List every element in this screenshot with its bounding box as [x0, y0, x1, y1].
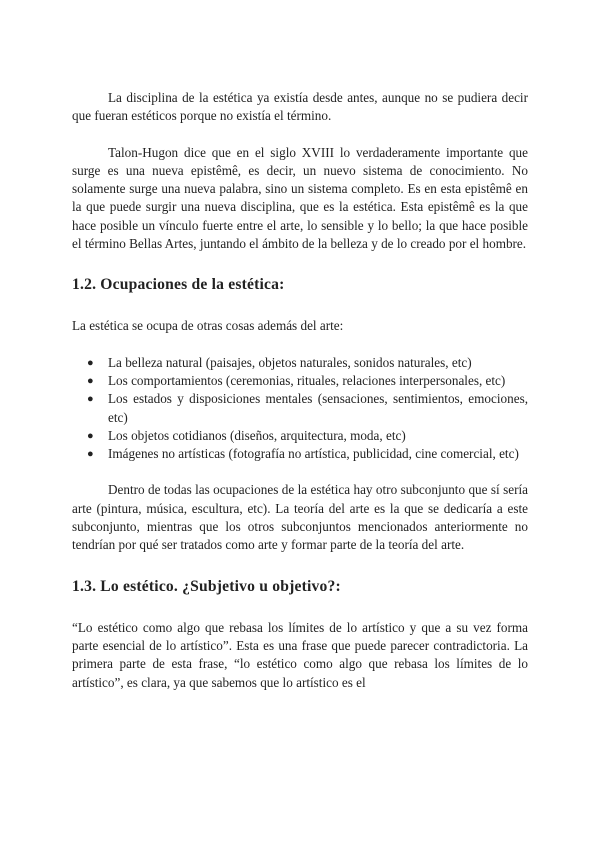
list-item: ● Imágenes no artísticas (fotografía no artística, publicidad, cine comercial, etc) — [72, 445, 528, 463]
list-item: ● Los objetos cotidianos (diseños, arquitectura, moda, etc) — [72, 427, 528, 445]
section-heading-ocupaciones: 1.2. Ocupaciones de la estética: — [72, 276, 285, 294]
ocupaciones-list — [72, 354, 528, 464]
bullet-icon: ● — [87, 393, 94, 406]
paragraph-cita-estetico: “Lo estético como algo que rebasa los límites de lo artístico y que a su vez forma parte esencial de lo artístico”. Esta es una frase que puede parecer contradictoria. La primera parte de esta frase, “lo estético como algo que rebasa los límites de lo artístico”, es clara, ya que sabemos que lo artístico es el — [72, 619, 528, 690]
paragraph-disciplina: La disciplina de la estética ya existía desde antes, aunque no se pudiera decir que fueran estéticos porque no existía el término. — [72, 90, 528, 124]
bullet-icon: ● — [87, 374, 94, 387]
paragraph-ocupa-intro: La estética se ocupa de otras cosas además del arte: — [72, 318, 344, 334]
list-item: ● La belleza natural (paisajes, objetos naturales, sonidos naturales, etc) — [72, 354, 528, 372]
list-item: ● Los estados y disposiciones mentales (sensaciones, sentimientos, emociones, etc) — [87, 391, 528, 425]
paragraph-subconjunto: Dentro de todas las ocupaciones de la estética hay otro subconjunto que sí sería arte (pintura, música, escultura, etc). La teoría del arte es la que se dedicaría a este subconjunto, mientras que los otros subconjuntos mencionados anteriormente no tendrían por qué ser tratados como arte y formar parte de la teoría del arte. — [72, 482, 528, 553]
paragraph-talon-hugon: Talon-Hugon dice que en el siglo XVIII lo verdaderamente importante que surge es una nueva epistêmê, es decir, un nuevo sistema de conocimiento. No solamente surge una nueva palabra, sino un sistema completo. Es en esta epistêmê en la que puede surgir una nueva disciplina, que es la estética. Esta epistêmê es la que hace posible un vínculo fuerte entre el arte, lo sensible y lo bello; la que hace posible el término Bellas Artes, juntando el ámbito de la belleza y de lo creado por el hombre. — [72, 144, 528, 252]
section-heading-lo-estetico: 1.3. Lo estético. ¿Subjetivo u objetivo?: — [72, 577, 341, 595]
bullet-icon: ● — [87, 356, 94, 369]
bullet-icon: ● — [87, 429, 94, 442]
bullet-icon: ● — [87, 448, 94, 461]
list-item: ● Los comportamientos (ceremonias, rituales, relaciones interpersonales, etc) — [72, 372, 528, 390]
